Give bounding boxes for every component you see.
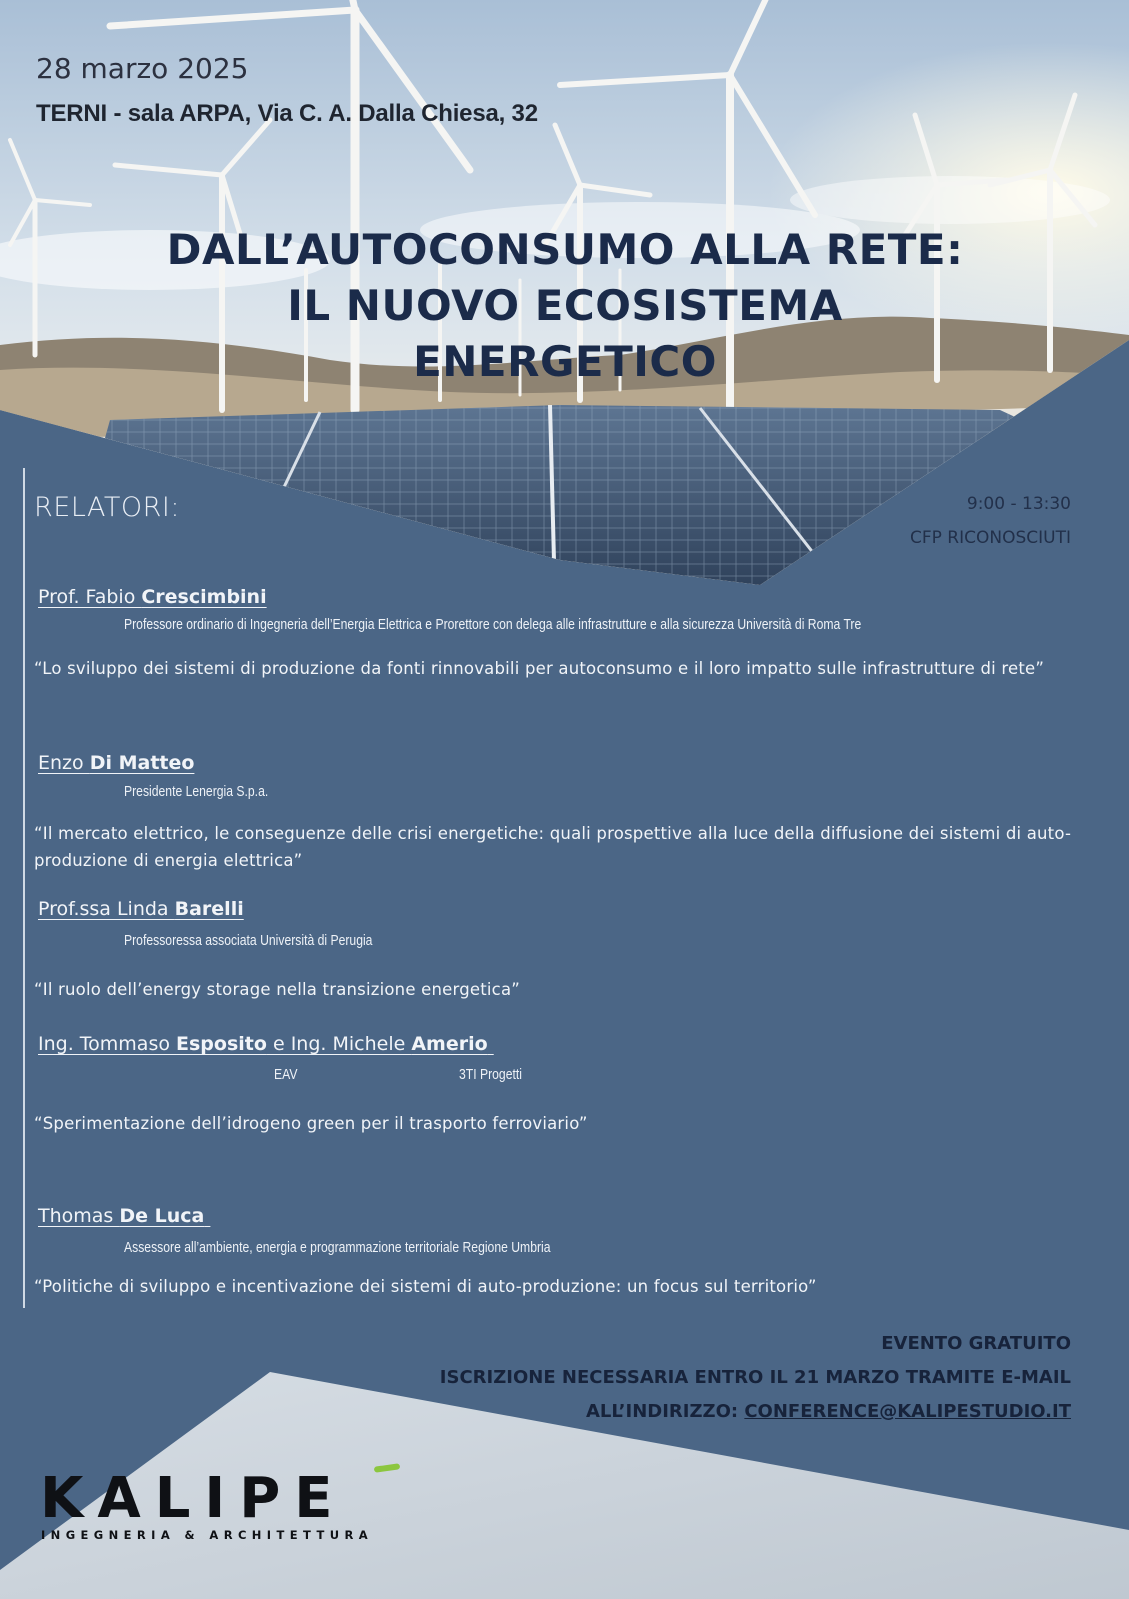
speaker-surname: De Luca bbox=[119, 1205, 205, 1227]
speaker-prefix: e Ing. Michele bbox=[266, 1033, 412, 1055]
registration-email-link[interactable]: CONFERENCE@KALIPESTUDIO.IT bbox=[744, 1401, 1071, 1422]
speaker-name-5 bbox=[38, 1205, 210, 1227]
free-event-note: EVENTO GRATUITO bbox=[881, 1333, 1071, 1354]
speaker-talk-5: “Politiche di sviluppo e incentivazione dei sistemi di auto-produzione: un focus sul territorio” bbox=[34, 1277, 817, 1296]
speaker-talk-3: “Il ruolo dell’energy storage nella transizione energetica” bbox=[34, 980, 520, 999]
cfp-note: CFP RICONOSCIUTI bbox=[910, 528, 1071, 548]
title-line-2: IL NUOVO ECOSISTEMA bbox=[287, 281, 843, 330]
speaker-name-4 bbox=[38, 1033, 494, 1055]
event-date: 28 marzo 2025 bbox=[36, 52, 249, 85]
speaker-role-2: Presidente Lenergia S.p.a. bbox=[124, 784, 269, 800]
speaker-prefix: Ing. Tommaso bbox=[38, 1033, 177, 1055]
title-line-1: DALL’AUTOCONSUMO ALLA RETE: bbox=[166, 225, 964, 274]
speaker-prefix: Prof.ssa Linda bbox=[38, 898, 175, 920]
event-time: 9:00 - 13:30 bbox=[966, 494, 1071, 514]
speaker-name-3 bbox=[38, 898, 244, 920]
speakers-heading: RELATORI: bbox=[34, 492, 180, 523]
kalipe-logo: KALIPE bbox=[40, 1466, 347, 1531]
speaker-role-4b: 3TI Progetti bbox=[459, 1067, 522, 1083]
event-title bbox=[60, 222, 1070, 390]
speaker-surname: Di Matteo bbox=[89, 752, 195, 774]
speaker-prefix: Prof. Fabio bbox=[38, 586, 142, 608]
speaker-surname: Crescimbini bbox=[141, 586, 267, 608]
speaker-prefix: Enzo bbox=[38, 752, 90, 774]
registration-address-line bbox=[586, 1401, 1071, 1422]
registration-note: ISCRIZIONE NECESSARIA ENTRO IL 21 MARZO TRAMITE E-MAIL bbox=[439, 1367, 1071, 1388]
speaker-talk-2: “Il mercato elettrico, le conseguenze delle crisi energetiche: quali prospettive alla luce della diffusione dei sistemi di auto-produzione di energia elettrica” bbox=[34, 824, 1072, 870]
speaker-surname: Amerio bbox=[411, 1033, 488, 1055]
address-prefix: ALL’INDIRIZZO: bbox=[585, 1401, 745, 1422]
left-divider bbox=[23, 468, 25, 1308]
speaker-surname: Barelli bbox=[174, 898, 244, 920]
speaker-prefix: Thomas bbox=[38, 1205, 120, 1227]
event-venue: TERNI - sala ARPA, Via C. A. Dalla Chiesa, 32 bbox=[36, 100, 538, 127]
speaker-name-2 bbox=[38, 752, 194, 774]
logo-tagline: INGEGNERIA & ARCHITETTURA bbox=[41, 1528, 374, 1542]
speaker-role-3: Professoressa associata Università di Perugia bbox=[124, 933, 373, 949]
speaker-name-1 bbox=[38, 586, 267, 608]
speaker-talk-4: “Sperimentazione dell’idrogeno green per il trasporto ferroviario” bbox=[34, 1114, 588, 1133]
speaker-role-4a: EAV bbox=[274, 1067, 298, 1083]
speaker-role-1: Professore ordinario di Ingegneria dell’Energia Elettrica e Prorettore con delega alle infrastrutture e alla sicurezza Università di Roma Tre bbox=[124, 617, 862, 633]
speaker-surname: Esposito bbox=[176, 1033, 267, 1055]
title-line-3: ENERGETICO bbox=[413, 337, 717, 386]
speaker-talk-1: “Lo sviluppo dei sistemi di produzione da fonti rinnovabili per autoconsumo e il loro impatto sulle infrastrutture di rete” bbox=[34, 659, 1045, 678]
speaker-role-5: Assessore all’ambiente, energia e programmazione territoriale Regione Umbria bbox=[124, 1240, 551, 1256]
